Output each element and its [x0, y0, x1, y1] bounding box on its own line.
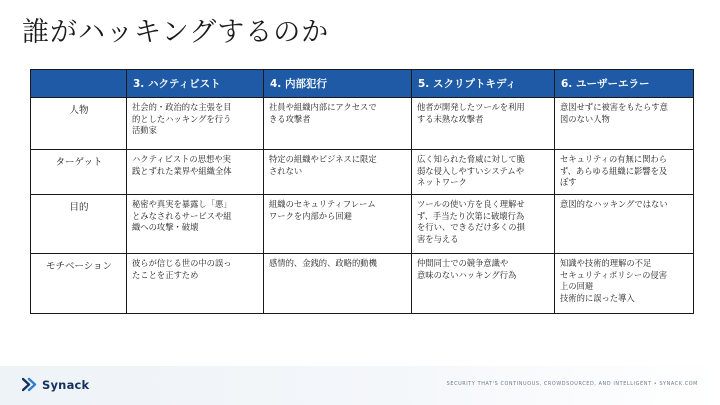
- cell-text-line: 知識や技術的理解の不足: [560, 258, 652, 268]
- table-cell: [412, 150, 555, 195]
- row-person: [31, 98, 694, 150]
- row-label: 目的: [31, 195, 127, 254]
- row-label: ターゲット: [31, 150, 127, 195]
- table-cell: [127, 98, 264, 150]
- cell-text-line: 的としたハッキングを行う: [132, 113, 232, 124]
- table-cell: [264, 195, 412, 254]
- cell-text-line: たことを正すため: [132, 269, 199, 280]
- cell-text-line: 図のない人物: [560, 113, 610, 124]
- cell-text-line: 害を与える: [417, 233, 459, 244]
- cell-text-line: ネットワーク: [417, 177, 467, 188]
- table-header-row: [31, 70, 694, 98]
- cell-text-line: 他者が開発したツールを利用: [417, 102, 525, 112]
- cell-text-line: を行い、できるだけ多くの損: [417, 222, 525, 233]
- cell-text-line: 践とずれた業界や組織全体: [132, 165, 232, 176]
- synack-logo: [22, 377, 89, 392]
- footer-tagline: SECURITY THAT'S CONTINUOUS, CROWDSOURCED, AND INTELLIGENT • SYNACK.COM: [446, 381, 698, 387]
- cell-text-line: 織への攻撃・破壊: [132, 222, 199, 233]
- cell-text-line: 意図せずに被害をもたらす意: [560, 102, 668, 112]
- row-label: モチベーション: [31, 254, 127, 314]
- table-cell: [264, 254, 412, 314]
- cell-text-line: セキュリティポリシーの侵害: [560, 269, 668, 280]
- cell-text-line: 活動家: [132, 125, 157, 136]
- cell-text-line: 組織のセキュリティフレーム: [269, 199, 376, 209]
- cell-text-line: 感情的、金銭的、政略的動機: [269, 258, 377, 268]
- cell-text-line: セキュリティの有無に関わら: [560, 154, 668, 164]
- header-cell-script-kiddie: 5. スクリプトキディ: [412, 70, 555, 98]
- row-target: [31, 150, 694, 195]
- cell-text-line: とみなされるサービスや組: [132, 210, 232, 221]
- cell-text-line: する未熟な攻撃者: [417, 113, 484, 124]
- header-cell-user-error: 6. ユーザーエラー: [555, 70, 694, 98]
- hacker-types-table: [30, 69, 694, 314]
- table-cell: [555, 254, 694, 314]
- cell-text-line: 意図的なハッキングではない: [560, 199, 668, 209]
- cell-text-line: 上の回避: [560, 281, 594, 292]
- table-cell: [555, 150, 694, 195]
- cell-text-line: 広く知られた脅威に対して脆: [417, 154, 525, 164]
- cell-text-line: 特定の組織やビジネスに限定: [269, 154, 377, 164]
- cell-text-line: きる攻撃者: [269, 113, 311, 124]
- row-goal: [31, 195, 694, 254]
- cell-text-line: ハクティビストの思想や実: [132, 154, 231, 164]
- table-cell: [127, 150, 264, 195]
- header-cell-hacktivist: 3. ハクティビスト: [127, 70, 264, 98]
- header-cell-insider: 4. 内部犯行: [264, 70, 412, 98]
- cell-text-line: ぼす: [560, 177, 577, 188]
- table-cell: [412, 98, 555, 150]
- cell-text-line: ず、手当たり次第に破壊行為: [417, 210, 525, 221]
- row-motivation: [31, 254, 694, 314]
- cell-text-line: ワークを内部から回避: [269, 210, 352, 221]
- table-cell: [412, 254, 555, 314]
- cell-text-line: されない: [269, 165, 303, 176]
- synack-logo-icon: [22, 377, 39, 392]
- table-cell: [555, 98, 694, 150]
- cell-text-line: 社員や組織内部にアクセスで: [269, 102, 377, 112]
- table-cell: [127, 254, 264, 314]
- cell-text-line: 技術的に誤った導入: [560, 292, 635, 303]
- page-title: 誰がハッキングするのか: [22, 17, 330, 48]
- cell-text-line: ず、あらゆる組織に影響を及: [560, 165, 668, 176]
- cell-text-line: 意味のないハッキング行為: [417, 269, 517, 280]
- table-cell: [264, 98, 412, 150]
- table-cell: [127, 195, 264, 254]
- table-cell: [412, 195, 555, 254]
- cell-text-line: 秘密や真実を暴露し「悪」: [132, 199, 232, 209]
- table-cell: [264, 150, 412, 195]
- row-label: 人物: [31, 98, 127, 150]
- cell-text-line: 社会的・政治的な主張を目: [132, 102, 232, 112]
- cell-text-line: 仲間同士での競争意識や: [417, 258, 509, 268]
- cell-text-line: 彼らが信じる世の中の誤っ: [132, 258, 232, 268]
- cell-text-line: ツールの使い方を良く理解せ: [417, 199, 525, 209]
- brand-name: Synack: [42, 377, 90, 392]
- header-cell-empty: [31, 70, 127, 98]
- cell-text-line: 弱な侵入しやすいシステムや: [417, 165, 525, 176]
- table-cell: [555, 195, 694, 254]
